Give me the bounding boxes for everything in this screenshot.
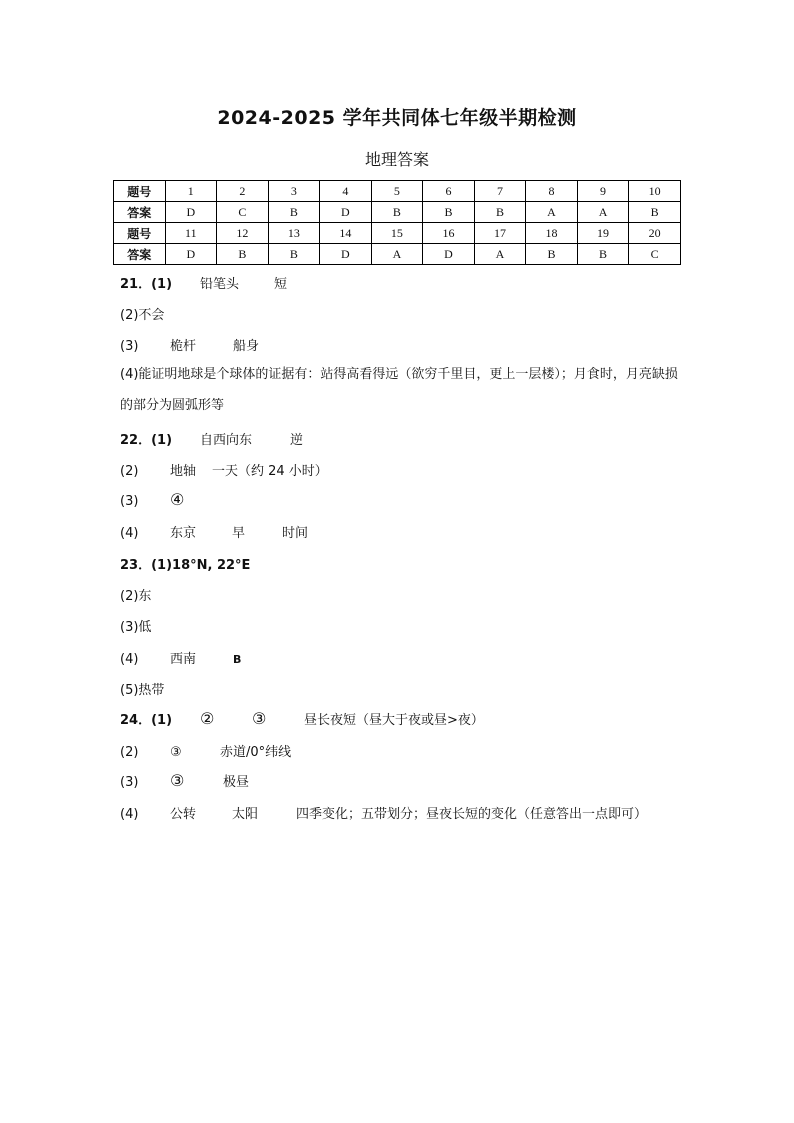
answer-text: 早 [232, 526, 246, 541]
answer-text: ④ [170, 490, 185, 509]
answer-cell: B [371, 202, 423, 223]
answer-text: ③ [252, 709, 267, 728]
question-cell: 14 [320, 223, 372, 244]
q24-part1 [120, 709, 484, 728]
answer-text: ③ [170, 771, 185, 790]
answer-cell: A [526, 202, 578, 223]
q21-part2: (2)不会 [120, 308, 165, 323]
answer-text: 太阳 [232, 807, 259, 822]
answer-text: 赤道/0°纬线 [220, 745, 292, 760]
q22-number: 22．(1) [120, 433, 173, 448]
answer-cell: C [629, 244, 681, 265]
answer-text: 地轴 [170, 464, 197, 479]
question-cell: 11 [165, 223, 217, 244]
answer-cell: D [423, 244, 475, 265]
answer-text: 极昼 [223, 775, 250, 790]
question-cell: 16 [423, 223, 475, 244]
answer-cell: B [423, 202, 475, 223]
answer-table [113, 180, 681, 265]
answer-text: 公转 [170, 807, 197, 822]
part-number: (3) [120, 494, 139, 509]
q23-part4 [120, 648, 241, 667]
question-cell: 7 [474, 181, 526, 202]
header-cell: 答案 [114, 202, 166, 223]
answer-cell: A [371, 244, 423, 265]
q22-part3 [120, 490, 184, 509]
answer-text: 四季变化；五带划分；昼夜长短的变化（任意答出一点即可） [296, 807, 648, 822]
q23-part3: (3)低 [120, 620, 152, 635]
q24-number: 24．(1) [120, 713, 173, 728]
part-number: (4) [120, 807, 139, 822]
q22-part4 [120, 522, 308, 541]
answer-cell: D [320, 244, 372, 265]
answer-cell: D [165, 202, 217, 223]
header-cell: 题号 [114, 223, 166, 244]
answer-cell: B [268, 202, 320, 223]
question-cell: 4 [320, 181, 372, 202]
answer-text: B [233, 653, 242, 666]
part-number: (2) [120, 745, 139, 760]
answer-text: 短 [274, 277, 288, 292]
answer-cell: B [474, 202, 526, 223]
answer-text: 一天（约 24 小时） [212, 464, 328, 479]
answer-cell: D [165, 244, 217, 265]
part-number: (4) [120, 652, 139, 667]
q21-number: 21．(1) [120, 277, 173, 292]
answer-cell: C [217, 202, 269, 223]
q24-part3 [120, 771, 249, 790]
table-row [114, 223, 681, 244]
q23-part2: (2)东 [120, 589, 152, 604]
answer-cell: B [268, 244, 320, 265]
question-cell: 6 [423, 181, 475, 202]
question-cell: 18 [526, 223, 578, 244]
answer-cell: B [577, 244, 629, 265]
part-number: (3) [120, 339, 139, 354]
answer-text: 桅杆 [170, 339, 197, 354]
part-number: (4) [120, 526, 139, 541]
answer-text: 昼长夜短（昼大于夜或昼>夜） [304, 713, 484, 728]
table-row [114, 244, 681, 265]
question-cell: 20 [629, 223, 681, 244]
answer-cell: B [217, 244, 269, 265]
q23-part1: 23．(1)18°N, 22°E [120, 558, 251, 573]
answer-text: 铅笔头 [200, 277, 240, 292]
question-cell: 9 [577, 181, 629, 202]
answer-cell: A [474, 244, 526, 265]
question-cell: 15 [371, 223, 423, 244]
answer-cell: B [629, 202, 681, 223]
answer-cell: A [577, 202, 629, 223]
answer-text: 自西向东 [200, 433, 253, 448]
question-cell: 19 [577, 223, 629, 244]
question-cell: 10 [629, 181, 681, 202]
part-number: (3) [120, 775, 139, 790]
header-cell: 题号 [114, 181, 166, 202]
table-row [114, 181, 681, 202]
answer-text: 时间 [282, 526, 309, 541]
answer-cell: B [526, 244, 578, 265]
q23-part5: (5)热带 [120, 683, 165, 698]
answer-text: 西南 [170, 652, 197, 667]
q24-part2 [120, 741, 291, 760]
question-cell: 12 [217, 223, 269, 244]
question-cell: 13 [268, 223, 320, 244]
q21-part3 [120, 335, 259, 354]
answer-text: ② [200, 709, 215, 728]
answer-text: 船身 [233, 339, 260, 354]
q22-part1 [120, 429, 303, 448]
page-subtitle: 地理答案 [364, 150, 429, 169]
question-cell: 3 [268, 181, 320, 202]
question-cell: 8 [526, 181, 578, 202]
question-cell: 17 [474, 223, 526, 244]
page-title: 2024-2025 学年共同体七年级半期检测 [217, 107, 577, 129]
question-cell: 5 [371, 181, 423, 202]
q24-part4 [120, 803, 647, 822]
header-cell: 答案 [114, 244, 166, 265]
q21-part1 [120, 273, 287, 292]
answer-text: 逆 [290, 433, 304, 448]
answer-cell: D [320, 202, 372, 223]
q22-part2 [120, 460, 328, 479]
question-cell: 2 [217, 181, 269, 202]
answer-text: ③ [170, 745, 182, 760]
q21-part4: (4)能证明地球是个球体的证据有：站得高看得远（欲穷千里目，更上一层楼）；月食时，月亮缺损的部分为圆弧形等 [120, 367, 678, 413]
part-number: (2) [120, 464, 139, 479]
answer-text: 东京 [170, 526, 197, 541]
table-row [114, 202, 681, 223]
question-cell: 1 [165, 181, 217, 202]
